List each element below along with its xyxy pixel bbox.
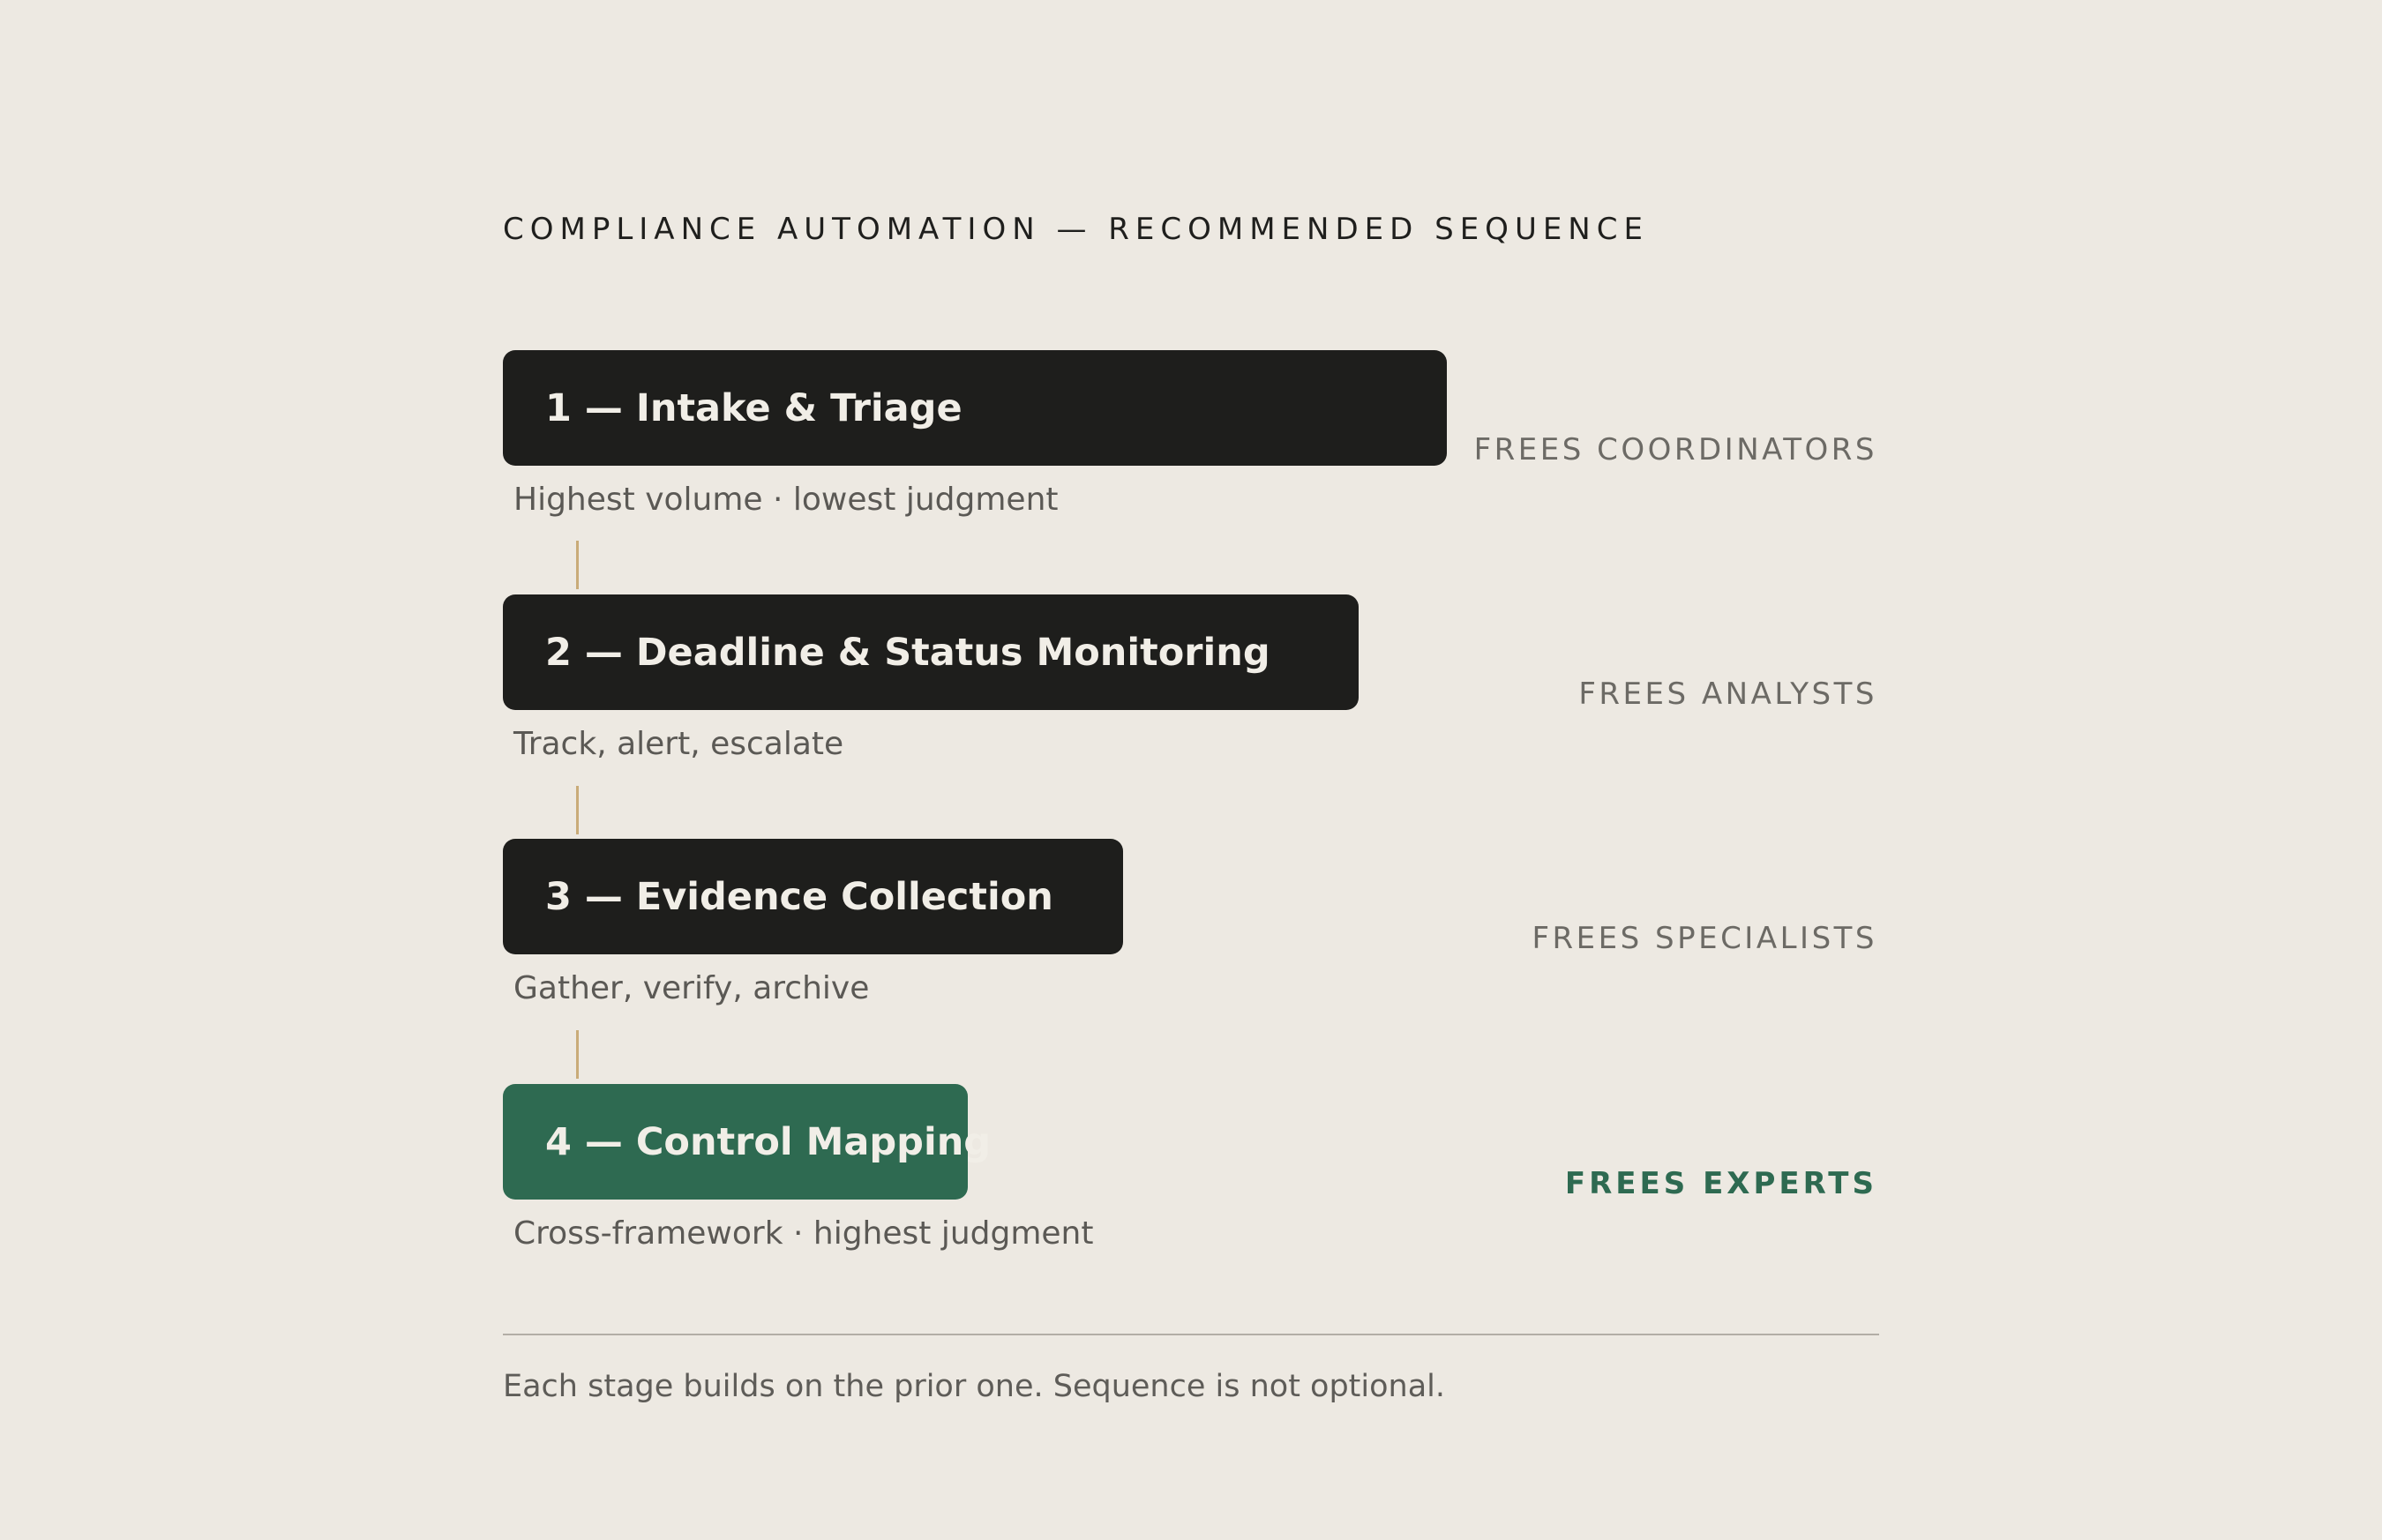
stage-3-subtitle: Gather, verify, archive (513, 970, 870, 1006)
stage-1-subtitle: Highest volume · lowest judgment (513, 482, 1059, 518)
stage-2-note: FREES ANALYSTS (1578, 677, 1877, 712)
stage-4-title: 4 — Control Mapping (545, 1119, 992, 1164)
stage-3-bar (503, 839, 1123, 954)
stage-3-title: 3 — Evidence Collection (545, 874, 1053, 919)
stage-1-title: 1 — Intake & Triage (545, 385, 963, 430)
connector-3-4 (576, 1030, 579, 1079)
connector-1-2 (576, 541, 579, 589)
stage-1-bar (503, 350, 1447, 466)
stage-2-subtitle: Track, alert, escalate (513, 726, 844, 762)
connector-2-3 (576, 786, 579, 834)
stage-4-note: FREES EXPERTS (1564, 1166, 1877, 1201)
stage-4-bar (503, 1084, 992, 1200)
footer-note: Each stage builds on the prior one. Sequence is not optional. (503, 1369, 1446, 1404)
stage-2-title: 2 — Deadline & Status Monitoring (545, 630, 1270, 675)
page-title: COMPLIANCE AUTOMATION — RECOMMENDED SEQUENCE (503, 212, 1649, 247)
stage-2-bar (503, 594, 1359, 710)
stage-1-note: FREES COORDINATORS (1473, 432, 1877, 467)
stage-4-subtitle: Cross-framework · highest judgment (513, 1215, 1094, 1252)
stage-3-note: FREES SPECIALISTS (1532, 921, 1877, 956)
divider (503, 1334, 1879, 1335)
